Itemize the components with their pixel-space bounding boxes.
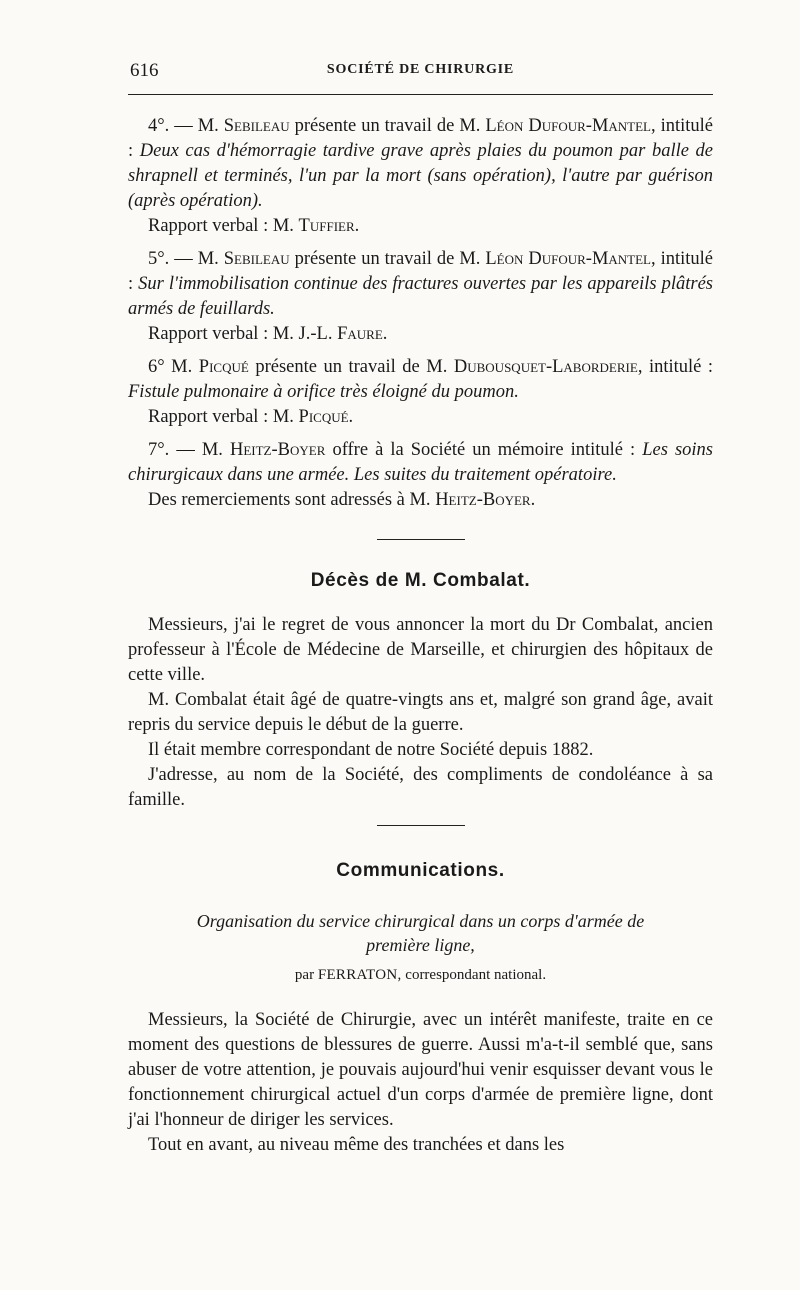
agenda-item-5 (128, 247, 713, 347)
page-body (128, 114, 713, 1158)
rapporteur-name: Faure. (337, 324, 388, 344)
item-number: 7°. — M. (148, 440, 223, 460)
journal-title: SOCIÉTÉ DE CHIRURGIE (326, 62, 515, 77)
presenter-name: Heitz-Boyer (229, 440, 326, 460)
item-verb: présente un travail de M. (255, 357, 448, 377)
rapport-label: Rapport verbal : M. (148, 216, 294, 236)
item-number: 6° M. (148, 357, 193, 377)
section-heading-deces: Décès de M. Combalat. (310, 570, 531, 591)
author-first-name: Léon (485, 116, 524, 136)
work-title: Deux cas d'hémorragie tardive grave après plaies du poumon par balle de shrapnell et terminés, l'un par la mort (sans opération), l'autre par guérison (après opération). (128, 141, 714, 211)
paragraph: M. Combalat était âgé de quatre-vingts ans et, malgré son grand âge, avait repris du service depuis le début de la guerre. (128, 690, 713, 735)
agenda-item-4 (128, 114, 713, 239)
intitule-label: , intitulé : (128, 249, 714, 294)
thanks-name: Heitz-Boyer. (435, 490, 536, 510)
item-verb: présente un travail de M. (294, 116, 481, 136)
communication-body (128, 1008, 713, 1158)
item-number: 4°. — M. (148, 116, 219, 136)
presenter-name: Picqué (198, 357, 249, 377)
byline-prefix: par (294, 967, 315, 983)
work-title: Fistule pulmonaire à orifice très éloigné du poumon. (128, 382, 519, 402)
work-title: Les soins chirurgicaux dans une armée. Les suites du traitement opératoire. (128, 440, 713, 485)
article-byline (128, 963, 713, 988)
paragraph: Messieurs, la Société de Chirurgie, avec un intérêt manifeste, traite en ce moment des questions de blessures de guerre. Aussi m'a-t-il semblé que, sans abuser de votre attention, je pouvais aujourd'hui venir esquisser devant vous le fonctionnement chirurgical actuel d'un corps d'armée de première ligne, dont j'ai l'honneur de diriger les services. (128, 1010, 713, 1130)
intitule-label: , intitulé : (637, 357, 714, 377)
intitule-label: , intitulé : (128, 116, 714, 161)
item-verb: offre à la Société un mémoire intitulé : (332, 440, 643, 460)
page-number: 616 (130, 60, 159, 81)
section-heading-communications: Communications. (336, 860, 505, 881)
agenda-item-7 (128, 438, 713, 513)
paragraph: Messieurs, j'ai le regret de vous annoncer la mort du Dr Combalat, ancien professeur à l'École de Médecine de Marseille, et chirurgien des hôpitaux de cette ville. (128, 615, 713, 685)
byline-suffix: correspondant national. (405, 967, 547, 983)
running-head (128, 60, 713, 84)
thanks-label: Des remerciements sont adressés à M. (148, 490, 431, 510)
byline-author: FERRATON, (317, 967, 402, 983)
item-verb: présente un travail de M. (294, 249, 481, 269)
author-last-name: Dufour-Mantel (528, 116, 651, 136)
work-title: Sur l'immobilisation continue des fractures ouvertes par les appareils plâtrés armés de feuillards. (128, 274, 713, 319)
header-rule (128, 94, 713, 95)
presenter-name: Sebileau (223, 116, 290, 136)
author-last-name: Dubousquet-Laborderie (453, 357, 638, 377)
rapporteur-name: Picqué. (298, 407, 354, 427)
deces-section (128, 613, 713, 813)
article-title: Organisation du service chirurgical dans un corps d'armée de première ligne, (196, 911, 645, 955)
author-last-name: Dufour-Mantel (528, 249, 651, 269)
paragraph: Il était membre correspondant de notre Société depuis 1882. (148, 740, 594, 760)
author-first-name: Léon (485, 249, 524, 269)
presenter-name: Sebileau (223, 249, 290, 269)
item-number: 5°. — M. (148, 249, 219, 269)
paragraph: Tout en avant, au niveau même des tranchées et dans les (148, 1135, 565, 1155)
rapport-label: Rapport verbal : M. (148, 407, 294, 427)
rapport-label: Rapport verbal : M. J.-L. (148, 324, 333, 344)
rapporteur-name: Tuffier. (298, 216, 360, 236)
paragraph: J'adresse, au nom de la Société, des compliments de condoléance à sa famille. (128, 765, 713, 810)
agenda-item-6 (128, 355, 713, 430)
